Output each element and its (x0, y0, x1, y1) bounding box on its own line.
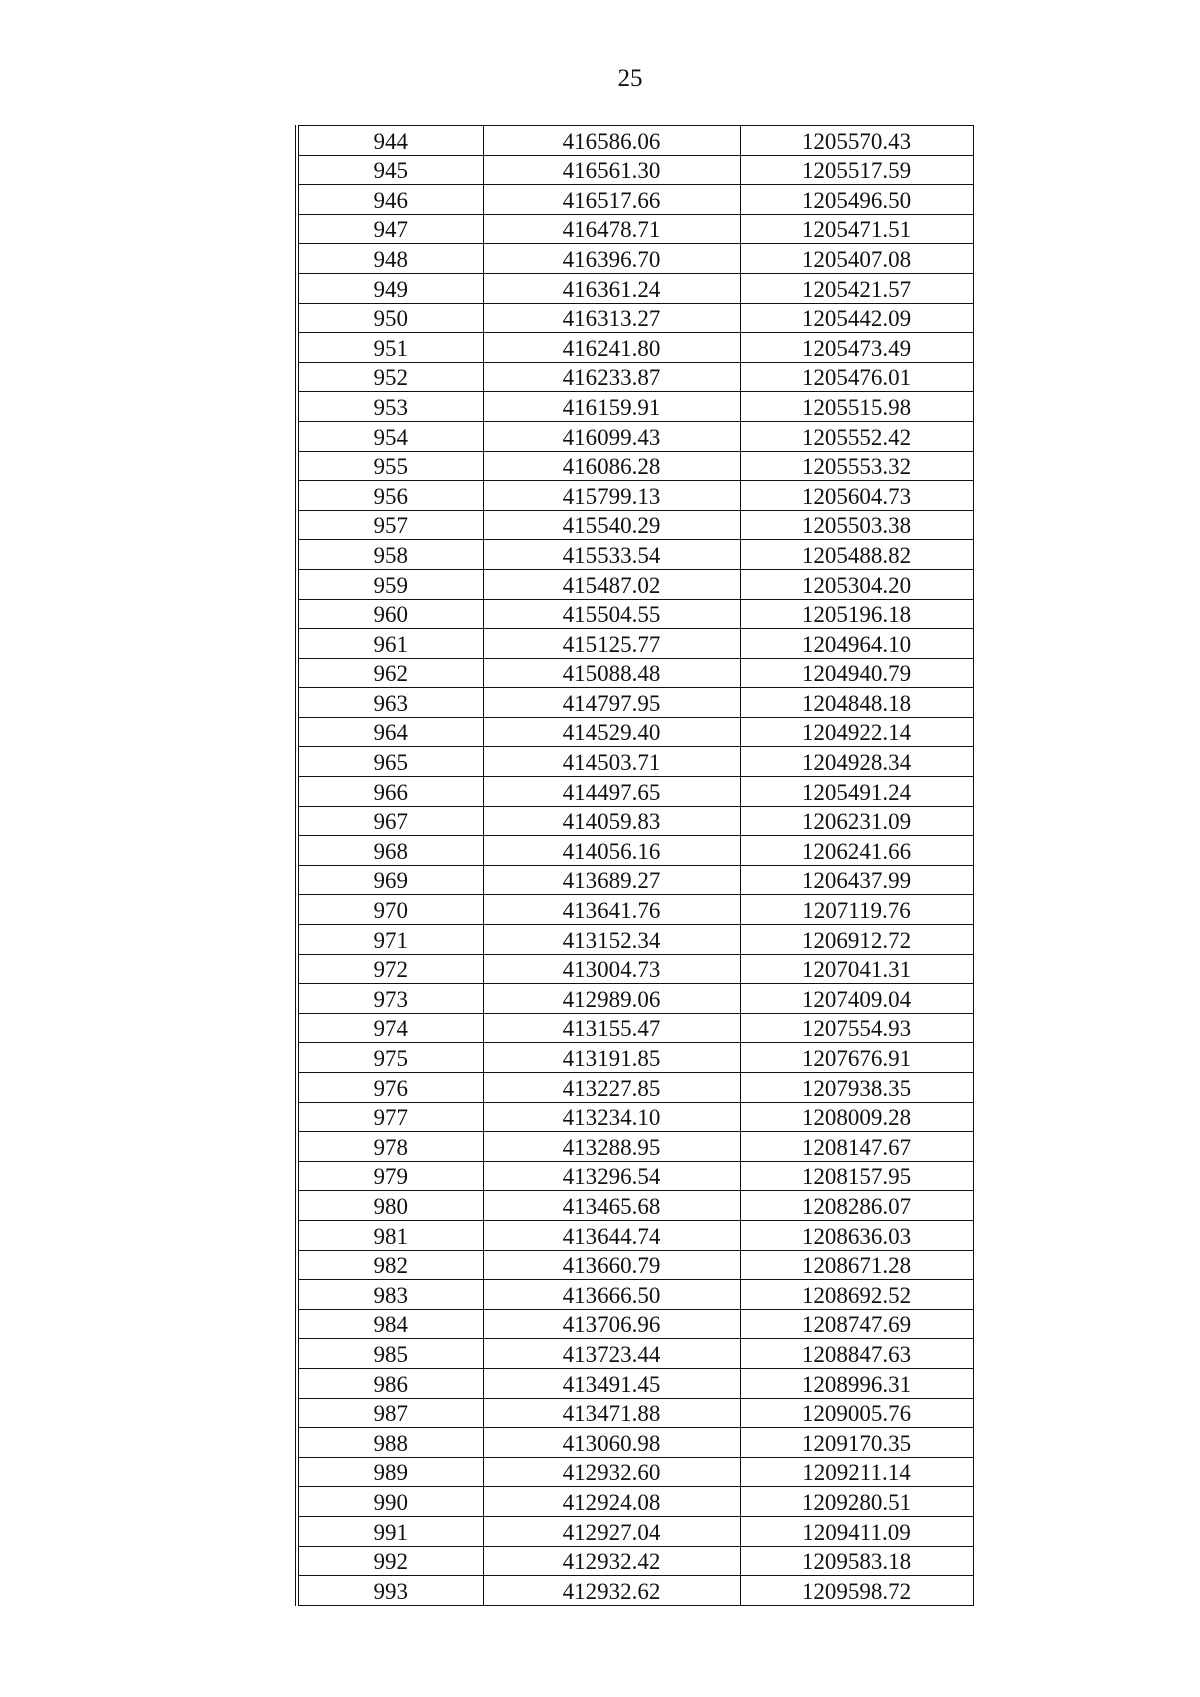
table-row (297, 836, 973, 866)
y-coordinate-cell: 1205476.01 (740, 362, 973, 392)
point-number-cell: 951 (297, 333, 483, 363)
page-number: 25 (617, 65, 643, 92)
y-coordinate-cell: 1205473.49 (740, 333, 973, 363)
y-coordinate-cell: 1205503.38 (740, 510, 973, 540)
point-number-cell: 971 (297, 925, 483, 955)
table-row (297, 244, 973, 274)
point-number-cell: 947 (297, 214, 483, 244)
point-number-cell: 957 (297, 510, 483, 540)
table-row (297, 1487, 973, 1517)
y-coordinate-cell: 1206241.66 (740, 836, 973, 866)
x-coordinate-cell: 412932.60 (483, 1457, 740, 1487)
point-number-cell: 958 (297, 540, 483, 570)
table-row (297, 629, 973, 659)
point-number-cell: 968 (297, 836, 483, 866)
y-coordinate-cell: 1208692.52 (740, 1280, 973, 1310)
y-coordinate-cell: 1205491.24 (740, 777, 973, 807)
table-row (297, 303, 973, 333)
point-number-cell: 944 (297, 126, 483, 156)
point-number-cell: 959 (297, 569, 483, 599)
x-coordinate-cell: 416478.71 (483, 214, 740, 244)
table-row (297, 925, 973, 955)
y-coordinate-cell: 1207409.04 (740, 984, 973, 1014)
x-coordinate-cell: 416396.70 (483, 244, 740, 274)
x-coordinate-cell: 413288.95 (483, 1132, 740, 1162)
x-coordinate-cell: 413155.47 (483, 1013, 740, 1043)
table-row (297, 1339, 973, 1369)
y-coordinate-cell: 1206912.72 (740, 925, 973, 955)
y-coordinate-cell: 1208147.67 (740, 1132, 973, 1162)
point-number-cell: 965 (297, 747, 483, 777)
x-coordinate-cell: 414497.65 (483, 777, 740, 807)
point-number-cell: 967 (297, 806, 483, 836)
y-coordinate-cell: 1208009.28 (740, 1102, 973, 1132)
x-coordinate-cell: 413723.44 (483, 1339, 740, 1369)
table-row (297, 451, 973, 481)
table-row (297, 599, 973, 629)
y-coordinate-cell: 1204922.14 (740, 717, 973, 747)
point-number-cell: 955 (297, 451, 483, 481)
table-row (297, 658, 973, 688)
y-coordinate-cell: 1204940.79 (740, 658, 973, 688)
point-number-cell: 983 (297, 1280, 483, 1310)
point-number-cell: 991 (297, 1516, 483, 1546)
x-coordinate-cell: 416159.91 (483, 392, 740, 422)
point-number-cell: 956 (297, 481, 483, 511)
x-coordinate-cell: 414797.95 (483, 688, 740, 718)
y-coordinate-cell: 1209598.72 (740, 1576, 973, 1606)
y-coordinate-cell: 1208996.31 (740, 1368, 973, 1398)
x-coordinate-cell: 412927.04 (483, 1516, 740, 1546)
point-number-cell: 962 (297, 658, 483, 688)
x-coordinate-cell: 413296.54 (483, 1161, 740, 1191)
table-row (297, 1043, 973, 1073)
x-coordinate-cell: 413641.76 (483, 895, 740, 925)
table-row (297, 1546, 973, 1576)
y-coordinate-cell: 1209005.76 (740, 1398, 973, 1428)
table-row (297, 1398, 973, 1428)
y-coordinate-cell: 1205496.50 (740, 185, 973, 215)
y-coordinate-cell: 1206231.09 (740, 806, 973, 836)
point-number-cell: 966 (297, 777, 483, 807)
point-number-cell: 949 (297, 273, 483, 303)
x-coordinate-cell: 416361.24 (483, 273, 740, 303)
y-coordinate-cell: 1208157.95 (740, 1161, 973, 1191)
x-coordinate-cell: 416099.43 (483, 421, 740, 451)
point-number-cell: 948 (297, 244, 483, 274)
table-row (297, 569, 973, 599)
point-number-cell: 988 (297, 1428, 483, 1458)
y-coordinate-cell: 1208286.07 (740, 1191, 973, 1221)
x-coordinate-cell: 412989.06 (483, 984, 740, 1014)
y-coordinate-cell: 1207119.76 (740, 895, 973, 925)
x-coordinate-cell: 416517.66 (483, 185, 740, 215)
point-number-cell: 950 (297, 303, 483, 333)
y-coordinate-cell: 1209280.51 (740, 1487, 973, 1517)
x-coordinate-cell: 413689.27 (483, 865, 740, 895)
point-number-cell: 993 (297, 1576, 483, 1606)
x-coordinate-cell: 415125.77 (483, 629, 740, 659)
table-row (297, 688, 973, 718)
y-coordinate-cell: 1204928.34 (740, 747, 973, 777)
table-row (297, 333, 973, 363)
point-number-cell: 977 (297, 1102, 483, 1132)
x-coordinate-cell: 412932.62 (483, 1576, 740, 1606)
y-coordinate-cell: 1205421.57 (740, 273, 973, 303)
x-coordinate-cell: 416241.80 (483, 333, 740, 363)
x-coordinate-cell: 414503.71 (483, 747, 740, 777)
x-coordinate-cell: 413644.74 (483, 1220, 740, 1250)
x-coordinate-cell: 413191.85 (483, 1043, 740, 1073)
x-coordinate-cell: 413706.96 (483, 1309, 740, 1339)
table-row (297, 1161, 973, 1191)
x-coordinate-cell: 416313.27 (483, 303, 740, 333)
table-row (297, 1073, 973, 1103)
table-row (297, 717, 973, 747)
table-row (297, 806, 973, 836)
y-coordinate-cell: 1208847.63 (740, 1339, 973, 1369)
point-number-cell: 954 (297, 421, 483, 451)
table-row (297, 362, 973, 392)
table-row (297, 1191, 973, 1221)
x-coordinate-cell: 413004.73 (483, 954, 740, 984)
point-number-cell: 975 (297, 1043, 483, 1073)
y-coordinate-cell: 1205488.82 (740, 540, 973, 570)
x-coordinate-cell: 415088.48 (483, 658, 740, 688)
x-coordinate-cell: 413060.98 (483, 1428, 740, 1458)
x-coordinate-cell: 412932.42 (483, 1546, 740, 1576)
x-coordinate-cell: 415540.29 (483, 510, 740, 540)
table-row (297, 865, 973, 895)
point-number-cell: 969 (297, 865, 483, 895)
y-coordinate-cell: 1205517.59 (740, 155, 973, 185)
table-row (297, 273, 973, 303)
point-number-cell: 981 (297, 1220, 483, 1250)
table-row (297, 510, 973, 540)
point-number-cell: 960 (297, 599, 483, 629)
coordinates-table (295, 125, 974, 1606)
table-row (297, 1280, 973, 1310)
point-number-cell: 976 (297, 1073, 483, 1103)
point-number-cell: 984 (297, 1309, 483, 1339)
y-coordinate-cell: 1208636.03 (740, 1220, 973, 1250)
y-coordinate-cell: 1205196.18 (740, 599, 973, 629)
x-coordinate-cell: 412924.08 (483, 1487, 740, 1517)
x-coordinate-cell: 413152.34 (483, 925, 740, 955)
x-coordinate-cell: 413234.10 (483, 1102, 740, 1132)
table-row (297, 1428, 973, 1458)
point-number-cell: 974 (297, 1013, 483, 1043)
x-coordinate-cell: 414059.83 (483, 806, 740, 836)
x-coordinate-cell: 415504.55 (483, 599, 740, 629)
table-row (297, 1309, 973, 1339)
y-coordinate-cell: 1205442.09 (740, 303, 973, 333)
y-coordinate-cell: 1205304.20 (740, 569, 973, 599)
point-number-cell: 985 (297, 1339, 483, 1369)
y-coordinate-cell: 1209170.35 (740, 1428, 973, 1458)
x-coordinate-cell: 413666.50 (483, 1280, 740, 1310)
y-coordinate-cell: 1205553.32 (740, 451, 973, 481)
table-row (297, 1013, 973, 1043)
table-row (297, 1576, 973, 1606)
table-row (297, 1516, 973, 1546)
x-coordinate-cell: 415533.54 (483, 540, 740, 570)
table-row (297, 155, 973, 185)
point-number-cell: 973 (297, 984, 483, 1014)
table-row (297, 481, 973, 511)
table-row (297, 392, 973, 422)
point-number-cell: 980 (297, 1191, 483, 1221)
y-coordinate-cell: 1207676.91 (740, 1043, 973, 1073)
y-coordinate-cell: 1206437.99 (740, 865, 973, 895)
point-number-cell: 964 (297, 717, 483, 747)
table-row (297, 540, 973, 570)
point-number-cell: 963 (297, 688, 483, 718)
y-coordinate-cell: 1205552.42 (740, 421, 973, 451)
x-coordinate-cell: 416586.06 (483, 126, 740, 156)
table-row (297, 1457, 973, 1487)
x-coordinate-cell: 415799.13 (483, 481, 740, 511)
table-row (297, 954, 973, 984)
point-number-cell: 972 (297, 954, 483, 984)
y-coordinate-cell: 1207938.35 (740, 1073, 973, 1103)
x-coordinate-cell: 413465.68 (483, 1191, 740, 1221)
point-number-cell: 961 (297, 629, 483, 659)
y-coordinate-cell: 1205515.98 (740, 392, 973, 422)
y-coordinate-cell: 1208671.28 (740, 1250, 973, 1280)
point-number-cell: 979 (297, 1161, 483, 1191)
point-number-cell: 989 (297, 1457, 483, 1487)
y-coordinate-cell: 1209411.09 (740, 1516, 973, 1546)
point-number-cell: 953 (297, 392, 483, 422)
table-row (297, 1220, 973, 1250)
point-number-cell: 990 (297, 1487, 483, 1517)
x-coordinate-cell: 414529.40 (483, 717, 740, 747)
y-coordinate-cell: 1208747.69 (740, 1309, 973, 1339)
y-coordinate-cell: 1209211.14 (740, 1457, 973, 1487)
x-coordinate-cell: 415487.02 (483, 569, 740, 599)
table-row (297, 984, 973, 1014)
table-row (297, 1368, 973, 1398)
y-coordinate-cell: 1204848.18 (740, 688, 973, 718)
x-coordinate-cell: 413227.85 (483, 1073, 740, 1103)
table-row (297, 747, 973, 777)
table-row (297, 421, 973, 451)
point-number-cell: 986 (297, 1368, 483, 1398)
x-coordinate-cell: 416086.28 (483, 451, 740, 481)
point-number-cell: 952 (297, 362, 483, 392)
table-row (297, 1132, 973, 1162)
point-number-cell: 992 (297, 1546, 483, 1576)
x-coordinate-cell: 416561.30 (483, 155, 740, 185)
table-row (297, 1250, 973, 1280)
x-coordinate-cell: 414056.16 (483, 836, 740, 866)
table-row (297, 185, 973, 215)
coordinates-table-body (297, 126, 973, 1606)
y-coordinate-cell: 1209583.18 (740, 1546, 973, 1576)
table-row (297, 214, 973, 244)
x-coordinate-cell: 413491.45 (483, 1368, 740, 1398)
y-coordinate-cell: 1207554.93 (740, 1013, 973, 1043)
point-number-cell: 970 (297, 895, 483, 925)
point-number-cell: 987 (297, 1398, 483, 1428)
point-number-cell: 945 (297, 155, 483, 185)
table-row (297, 126, 973, 156)
point-number-cell: 978 (297, 1132, 483, 1162)
x-coordinate-cell: 413471.88 (483, 1398, 740, 1428)
x-coordinate-cell: 416233.87 (483, 362, 740, 392)
table-row (297, 777, 973, 807)
x-coordinate-cell: 413660.79 (483, 1250, 740, 1280)
table-row (297, 1102, 973, 1132)
y-coordinate-cell: 1205471.51 (740, 214, 973, 244)
y-coordinate-cell: 1207041.31 (740, 954, 973, 984)
y-coordinate-cell: 1205570.43 (740, 126, 973, 156)
y-coordinate-cell: 1205604.73 (740, 481, 973, 511)
y-coordinate-cell: 1204964.10 (740, 629, 973, 659)
point-number-cell: 982 (297, 1250, 483, 1280)
table-row (297, 895, 973, 925)
y-coordinate-cell: 1205407.08 (740, 244, 973, 274)
point-number-cell: 946 (297, 185, 483, 215)
